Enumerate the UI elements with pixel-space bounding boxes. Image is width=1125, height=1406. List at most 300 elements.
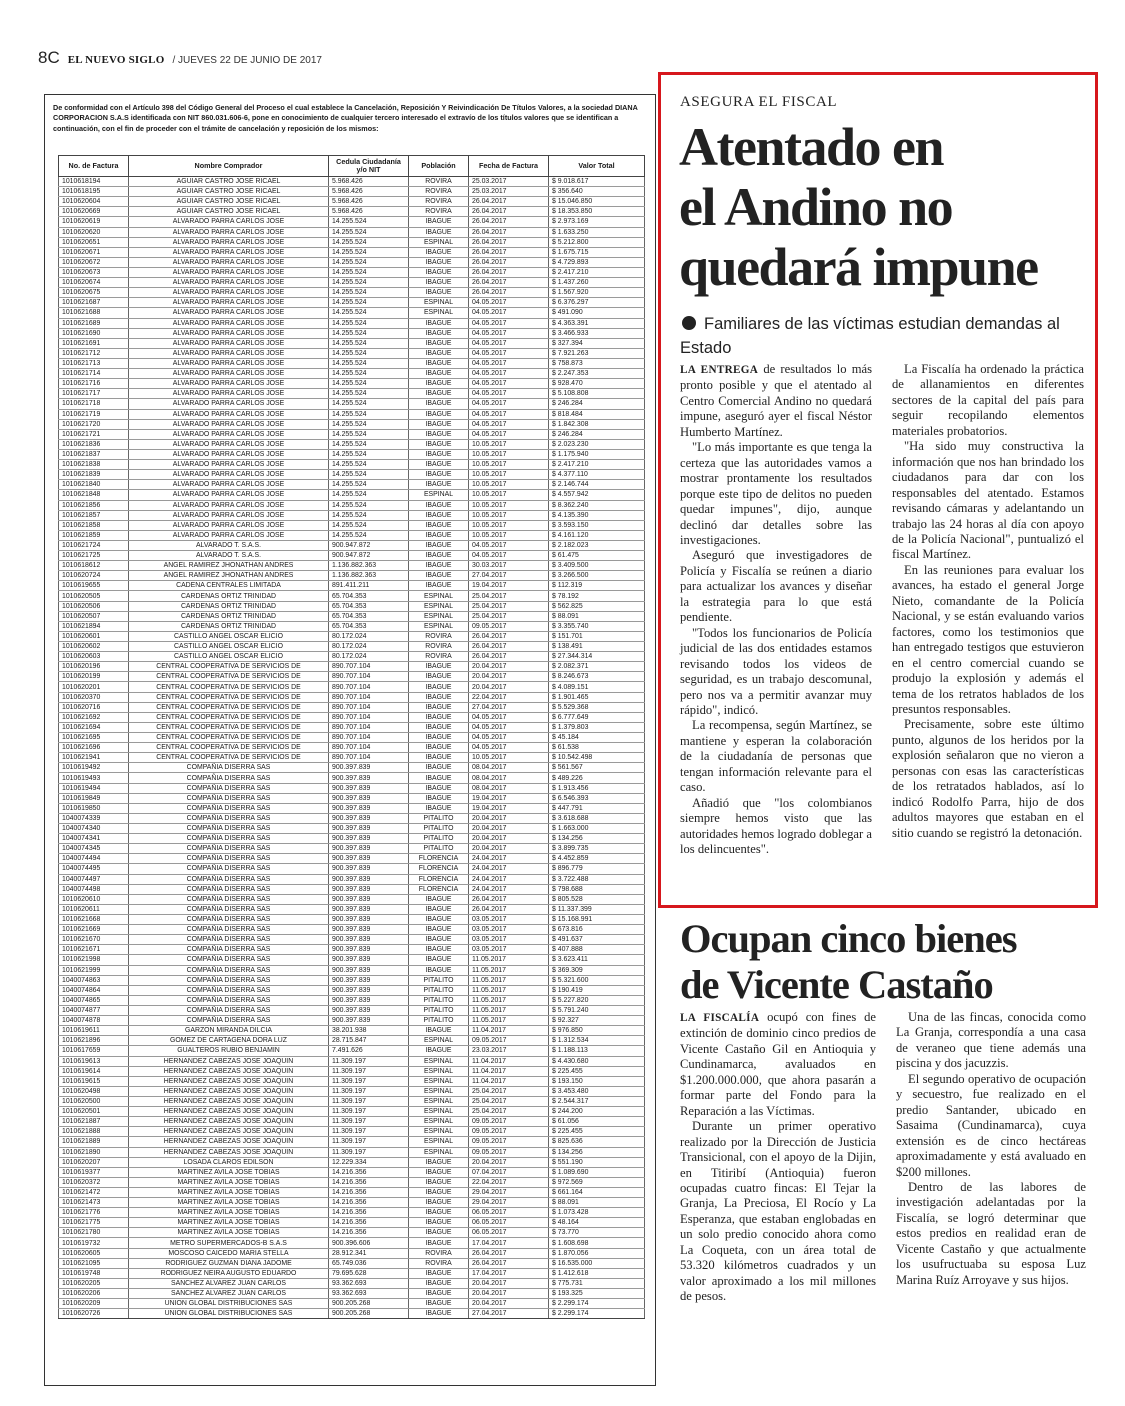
table-cell: IBAGUE	[409, 429, 469, 439]
table-row	[59, 379, 645, 389]
table-cell: 14.255.524	[329, 449, 409, 459]
table-cell: 890.707.104	[329, 712, 409, 722]
table-cell: $ 5.791.240	[549, 1005, 645, 1015]
invoice-table-body	[59, 177, 645, 1319]
table-cell: 04.05.2017	[469, 318, 549, 328]
table-row	[59, 1117, 645, 1127]
table-cell: 04.05.2017	[469, 399, 549, 409]
table-cell: 900.947.872	[329, 540, 409, 550]
table-cell: IBAGUE	[409, 945, 469, 955]
table-cell: 1010621999	[59, 965, 129, 975]
table-cell: $ 3.453.480	[549, 1086, 645, 1096]
table-cell: IBAGUE	[409, 662, 469, 672]
table-cell: $ 88.091	[549, 1198, 645, 1208]
table-cell: IBAGUE	[409, 399, 469, 409]
table-cell: $ 15.046.850	[549, 197, 645, 207]
table-cell: PITALITO	[409, 975, 469, 985]
table-cell: 900.397.839	[329, 914, 409, 924]
table-cell: 24.04.2017	[469, 874, 549, 884]
table-cell: 900.397.839	[329, 965, 409, 975]
table-cell: 24.04.2017	[469, 884, 549, 894]
table-row	[59, 267, 645, 277]
table-cell: 03.05.2017	[469, 935, 549, 945]
article2-paragraph: Dentro de las labores de investigación adelantadas por la Fiscalía, se logró determinar que estos predios en realidad eran de Vicente Castaño y que actualmente los usufructuaba su esposa Luz Marina Ruíz Arroyave y sus hijos.	[896, 1179, 1086, 1287]
table-cell: 20.04.2017	[469, 834, 549, 844]
table-cell: 1010621696	[59, 743, 129, 753]
table-row	[59, 1299, 645, 1309]
table-cell: IBAGUE	[409, 965, 469, 975]
table-row	[59, 177, 645, 187]
table-cell: 25.04.2017	[469, 591, 549, 601]
article1-column-2	[892, 362, 1084, 841]
table-row	[59, 813, 645, 823]
table-row	[59, 409, 645, 419]
table-cell: $ 4.452.859	[549, 854, 645, 864]
table-cell: COMPAÑIA DISERRA SAS	[129, 995, 329, 1005]
table-cell: ESPINAL	[409, 1086, 469, 1096]
table-row	[59, 237, 645, 247]
table-cell: $ 2.417.210	[549, 460, 645, 470]
article1-paragraph: "Todos los funcionarios de Policía judicial de las dos entidades estamos revisando todos los videos de seguridad, es un trabajo descomunal, pero nos va a permitir avanzar muy rápido", indicó.	[680, 625, 872, 717]
table-cell: ALVARADO PARRA CARLOS JOSE	[129, 409, 329, 419]
table-cell: ALVARADO PARRA CARLOS JOSE	[129, 449, 329, 459]
table-cell: 11.04.2017	[469, 1056, 549, 1066]
table-cell: IBAGUE	[409, 419, 469, 429]
table-cell: 93.362.693	[329, 1278, 409, 1288]
table-cell: IBAGUE	[409, 682, 469, 692]
table-cell: IBAGUE	[409, 1218, 469, 1228]
table-cell: 1010620726	[59, 1309, 129, 1319]
table-cell: 25.04.2017	[469, 1107, 549, 1117]
table-cell: 65.704.353	[329, 591, 409, 601]
table-cell: ALVARADO PARRA CARLOS JOSE	[129, 358, 329, 368]
table-row	[59, 490, 645, 500]
invoice-table	[58, 155, 645, 1319]
table-cell: IBAGUE	[409, 267, 469, 277]
table-cell: ALVARADO PARRA CARLOS JOSE	[129, 247, 329, 257]
table-cell: $ 134.256	[549, 1147, 645, 1157]
table-cell: $ 244.200	[549, 1107, 645, 1117]
table-cell: IBAGUE	[409, 389, 469, 399]
table-row	[59, 955, 645, 965]
table-cell: 1010621889	[59, 1137, 129, 1147]
table-cell: 1040074494	[59, 854, 129, 864]
table-cell: 04.05.2017	[469, 328, 549, 338]
table-cell: 11.309.197	[329, 1076, 409, 1086]
table-row	[59, 1289, 645, 1299]
table-row	[59, 561, 645, 571]
table-cell: 28.912.341	[329, 1248, 409, 1258]
table-cell: $ 491.637	[549, 935, 645, 945]
table-row	[59, 540, 645, 550]
table-cell: 14.255.524	[329, 369, 409, 379]
table-cell: 1010620673	[59, 267, 129, 277]
table-cell: $ 673.816	[549, 925, 645, 935]
table-cell: 07.04.2017	[469, 1167, 549, 1177]
table-cell: 1040074877	[59, 1005, 129, 1015]
table-cell: 11.309.197	[329, 1086, 409, 1096]
table-cell: $ 1.379.803	[549, 722, 645, 732]
table-cell: 1040074864	[59, 985, 129, 995]
table-cell: 20.04.2017	[469, 1278, 549, 1288]
table-cell: 1010620605	[59, 1248, 129, 1258]
table-cell: $ 6.376.297	[549, 298, 645, 308]
table-cell: $ 78.192	[549, 591, 645, 601]
table-cell: 1040074339	[59, 813, 129, 823]
table-cell: 10.05.2017	[469, 449, 549, 459]
table-cell: 890.707.104	[329, 702, 409, 712]
table-cell: 14.255.524	[329, 308, 409, 318]
table-cell: ALVARADO PARRA CARLOS JOSE	[129, 318, 329, 328]
table-row	[59, 247, 645, 257]
table-cell: $ 225.455	[549, 1066, 645, 1076]
table-row	[59, 369, 645, 379]
table-cell: $ 4.557.942	[549, 490, 645, 500]
table-cell: 19.04.2017	[469, 803, 549, 813]
table-cell: IBAGUE	[409, 369, 469, 379]
table-cell: IBAGUE	[409, 460, 469, 470]
table-cell: $ 489.226	[549, 773, 645, 783]
table-cell: 900.397.839	[329, 1016, 409, 1026]
table-cell: 19.04.2017	[469, 793, 549, 803]
table-cell: $ 805.528	[549, 894, 645, 904]
table-cell: $ 4.135.390	[549, 510, 645, 520]
table-cell: ESPINAL	[409, 1076, 469, 1086]
table-cell: 1.136.882.363	[329, 571, 409, 581]
table-cell: $ 1.901.465	[549, 692, 645, 702]
table-cell: 1010621688	[59, 308, 129, 318]
table-row	[59, 1016, 645, 1026]
table-cell: IBAGUE	[409, 530, 469, 540]
table-cell: 1010621718	[59, 399, 129, 409]
table-cell: IBAGUE	[409, 793, 469, 803]
table-cell: 1010619377	[59, 1167, 129, 1177]
table-row	[59, 733, 645, 743]
table-cell: 1010621473	[59, 1198, 129, 1208]
table-cell: 1010621669	[59, 925, 129, 935]
table-cell: ALVARADO PARRA CARLOS JOSE	[129, 227, 329, 237]
table-row	[59, 429, 645, 439]
table-cell: 20.04.2017	[469, 1299, 549, 1309]
table-cell: 11.05.2017	[469, 975, 549, 985]
table-cell: IBAGUE	[409, 712, 469, 722]
table-row	[59, 439, 645, 449]
table-cell: IBAGUE	[409, 551, 469, 561]
table-cell: 900.205.268	[329, 1299, 409, 1309]
table-cell: 1010621472	[59, 1187, 129, 1197]
table-cell: $ 1.437.260	[549, 278, 645, 288]
table-cell: $ 1.188.113	[549, 1046, 645, 1056]
article1-subhead: Familiares de las víctimas estudian demandas al Estado	[680, 315, 1060, 357]
col-invoice-date: Fecha de Factura	[469, 156, 549, 177]
table-cell: 1010619494	[59, 783, 129, 793]
table-cell: ROVIRA	[409, 642, 469, 652]
table-cell: COMPAÑIA DISERRA SAS	[129, 844, 329, 854]
table-cell: IBAGUE	[409, 1198, 469, 1208]
table-cell: 900.397.839	[329, 813, 409, 823]
table-cell: GUALTEROS RUBIO BENJAMIN	[129, 1046, 329, 1056]
table-row	[59, 864, 645, 874]
table-cell: AGUIAR CASTRO JOSE RICAEL	[129, 177, 329, 187]
table-cell: 14.255.524	[329, 318, 409, 328]
table-cell: 890.707.104	[329, 662, 409, 672]
invoice-table-header	[59, 156, 645, 177]
table-cell: IBAGUE	[409, 1177, 469, 1187]
table-cell: 65.749.036	[329, 1258, 409, 1268]
table-cell: CASTILLO ANGEL OSCAR ELICIO	[129, 631, 329, 641]
table-cell: 1010620206	[59, 1289, 129, 1299]
table-cell: 1010621717	[59, 389, 129, 399]
table-cell: GOMEZ DE CARTAGENA DORA LUZ	[129, 1036, 329, 1046]
table-cell: 900.397.839	[329, 884, 409, 894]
table-cell: 1010620672	[59, 257, 129, 267]
table-cell: 06.05.2017	[469, 1208, 549, 1218]
table-cell: 900.397.839	[329, 793, 409, 803]
table-cell: 900.397.839	[329, 844, 409, 854]
table-cell: 1010619615	[59, 1076, 129, 1086]
table-row	[59, 925, 645, 935]
table-cell: 14.216.356	[329, 1177, 409, 1187]
table-cell: IBAGUE	[409, 338, 469, 348]
article1-paragraph: LA ENTREGA de resultados lo más pronto posible y que el atentado al Centro Comercial Andino no quedará impune, aseguró ayer el fiscal Néstor Humberto Martínez.	[680, 362, 872, 439]
table-cell: 03.05.2017	[469, 914, 549, 924]
table-cell: 04.05.2017	[469, 722, 549, 732]
table-cell: CASTILLO ANGEL OSCAR ELICIO	[129, 642, 329, 652]
table-cell: $ 562.825	[549, 601, 645, 611]
table-cell: COMPAÑIA DISERRA SAS	[129, 854, 329, 864]
article2-column-1	[680, 1010, 876, 1305]
table-cell: 04.05.2017	[469, 379, 549, 389]
table-cell: 14.255.524	[329, 460, 409, 470]
table-cell: PITALITO	[409, 985, 469, 995]
table-cell: $ 825.636	[549, 1137, 645, 1147]
table-cell: IBAGUE	[409, 1157, 469, 1167]
table-cell: ALVARADO PARRA CARLOS JOSE	[129, 460, 329, 470]
table-cell: 09.05.2017	[469, 1127, 549, 1137]
table-row	[59, 399, 645, 409]
table-cell: $ 92.327	[549, 1016, 645, 1026]
table-cell: 1010620501	[59, 1107, 129, 1117]
table-cell: 14.255.524	[329, 470, 409, 480]
table-cell: 22.04.2017	[469, 1177, 549, 1187]
table-row	[59, 935, 645, 945]
table-cell: LOSADA CLAROS EDILSON	[129, 1157, 329, 1167]
table-cell: 26.04.2017	[469, 227, 549, 237]
table-cell: $ 73.770	[549, 1228, 645, 1238]
table-cell: 900.397.839	[329, 995, 409, 1005]
table-cell: IBAGUE	[409, 217, 469, 227]
table-cell: 11.05.2017	[469, 1016, 549, 1026]
table-cell: RODRIGUEZ NEIRA AUGUSTO EDUARDO	[129, 1268, 329, 1278]
table-row	[59, 1218, 645, 1228]
table-row	[59, 1127, 645, 1137]
table-cell: $ 15.168.991	[549, 914, 645, 924]
table-cell: HERNANDEZ CABEZAS JOSE JOAQUIN	[129, 1056, 329, 1066]
table-cell: COMPAÑIA DISERRA SAS	[129, 965, 329, 975]
table-row	[59, 520, 645, 530]
table-cell: $ 45.184	[549, 733, 645, 743]
table-row	[59, 318, 645, 328]
table-cell: 1010621719	[59, 409, 129, 419]
table-cell: IBAGUE	[409, 914, 469, 924]
table-row	[59, 793, 645, 803]
table-cell: 1010621691	[59, 338, 129, 348]
table-cell: IBAGUE	[409, 520, 469, 530]
table-cell: COMPAÑIA DISERRA SAS	[129, 813, 329, 823]
table-cell: 11.05.2017	[469, 1005, 549, 1015]
table-cell: CENTRAL COOPERATIVA DE SERVICIOS DE	[129, 722, 329, 732]
table-cell: COMPAÑIA DISERRA SAS	[129, 884, 329, 894]
article2-paragraph: LA FISCALÍA ocupó con fines de extinción de dominio cinco predios de Vicente Castaño Gil en Antioquia y Cundinamarca, avaluados en $1.200.000.000, que ahora pasarán a formar parte del Fondo para la Reparación a las Víctimas.	[680, 1010, 876, 1118]
table-cell: ALVARADO T. S.A.S.	[129, 540, 329, 550]
table-cell: $ 3.623.411	[549, 955, 645, 965]
table-cell: 890.707.104	[329, 722, 409, 732]
table-cell: 1010620671	[59, 247, 129, 257]
table-cell: 14.255.524	[329, 288, 409, 298]
table-cell: COMPAÑIA DISERRA SAS	[129, 773, 329, 783]
table-cell: 14.216.356	[329, 1187, 409, 1197]
table-cell: COMPAÑIA DISERRA SAS	[129, 803, 329, 813]
table-cell: 900.397.839	[329, 894, 409, 904]
table-row	[59, 591, 645, 601]
table-cell: 1010620620	[59, 227, 129, 237]
table-row	[59, 470, 645, 480]
table-cell: 1040074498	[59, 884, 129, 894]
table-cell: 20.04.2017	[469, 682, 549, 692]
table-cell: 25.04.2017	[469, 1086, 549, 1096]
table-cell: 5.968.426	[329, 177, 409, 187]
table-cell: 900.397.839	[329, 864, 409, 874]
table-cell: ESPINAL	[409, 1127, 469, 1137]
table-cell: ALVARADO PARRA CARLOS JOSE	[129, 520, 329, 530]
table-cell: CARDENAS ORTIZ TRINIDAD	[129, 621, 329, 631]
table-row	[59, 995, 645, 1005]
table-cell: ESPINAL	[409, 611, 469, 621]
table-cell: $ 356.640	[549, 187, 645, 197]
table-cell: $ 818.484	[549, 409, 645, 419]
table-cell: PITALITO	[409, 844, 469, 854]
table-cell: 26.04.2017	[469, 642, 549, 652]
table-row	[59, 1157, 645, 1167]
table-cell: 1010620500	[59, 1096, 129, 1106]
table-cell: $ 798.688	[549, 884, 645, 894]
table-cell: IBAGUE	[409, 925, 469, 935]
table-cell: ESPINAL	[409, 1147, 469, 1157]
table-cell: ALVARADO PARRA CARLOS JOSE	[129, 490, 329, 500]
table-cell: 1010621695	[59, 733, 129, 743]
table-row	[59, 298, 645, 308]
table-row	[59, 844, 645, 854]
table-row	[59, 460, 645, 470]
table-cell: 5.968.426	[329, 197, 409, 207]
table-row	[59, 601, 645, 611]
table-cell: 11.04.2017	[469, 1066, 549, 1076]
table-cell: 1010621712	[59, 348, 129, 358]
table-cell: 11.309.197	[329, 1096, 409, 1106]
table-cell: 04.05.2017	[469, 298, 549, 308]
table-row	[59, 1268, 645, 1278]
table-cell: 5.968.426	[329, 207, 409, 217]
table-cell: IBAGUE	[409, 733, 469, 743]
table-cell: $ 976.850	[549, 1026, 645, 1036]
table-cell: ALVARADO PARRA CARLOS JOSE	[129, 510, 329, 520]
table-row	[59, 803, 645, 813]
table-cell: UNION GLOBAL DISTRIBUCIONES SAS	[129, 1309, 329, 1319]
table-cell: 04.05.2017	[469, 743, 549, 753]
table-cell: CENTRAL COOPERATIVA DE SERVICIOS DE	[129, 712, 329, 722]
table-cell: IBAGUE	[409, 348, 469, 358]
article2-paragraph: Durante un primer operativo realizado por la Dirección de Justicia Transicional, con el apoyo de la Dijin, en Titiribí (Antioquia) fueron ocupadas cuatro fincas: El Tejar la Granja, La Preciosa, El Rocío y La Esperanza, que estaban englobadas en un solo predio conocido ahora como La Coqueta, con un área total de 53.320 kilómetros cuadrados y un valor aproximado a los mil millones de pesos.	[680, 1119, 876, 1304]
page-header	[38, 48, 322, 72]
article2-column-2	[896, 1010, 1086, 1288]
table-cell: $ 138.491	[549, 642, 645, 652]
table-cell: $ 1.312.534	[549, 1036, 645, 1046]
table-cell: HERNANDEZ CABEZAS JOSE JOAQUIN	[129, 1117, 329, 1127]
table-cell: $ 61.538	[549, 743, 645, 753]
table-cell: CADENA CENTRALES LIMITADA	[129, 581, 329, 591]
table-row	[59, 763, 645, 773]
table-cell: 1010621837	[59, 449, 129, 459]
table-cell: 1010620674	[59, 278, 129, 288]
article1-headline: Atentado en el Andino no quedará impune	[679, 117, 1038, 297]
table-cell: 04.05.2017	[469, 712, 549, 722]
table-cell: $ 2.299.174	[549, 1299, 645, 1309]
table-cell: ANGEL RAMIREZ JHONATHAN ANDRES	[129, 571, 329, 581]
table-cell: 09.05.2017	[469, 1137, 549, 1147]
table-cell: CASTILLO ANGEL OSCAR ELICIO	[129, 652, 329, 662]
table-cell: IBAGUE	[409, 1268, 469, 1278]
table-cell: 14.255.524	[329, 389, 409, 399]
table-row	[59, 965, 645, 975]
table-cell: 26.04.2017	[469, 288, 549, 298]
table-cell: $ 327.394	[549, 338, 645, 348]
table-cell: 1010620199	[59, 672, 129, 682]
table-cell: AGUIAR CASTRO JOSE RICAEL	[129, 207, 329, 217]
table-cell: $ 16.535.000	[549, 1258, 645, 1268]
table-row	[59, 328, 645, 338]
table-cell: MARTINEZ AVILA JOSE TOBIAS	[129, 1167, 329, 1177]
table-cell: 26.04.2017	[469, 197, 549, 207]
table-cell: HERNANDEZ CABEZAS JOSE JOAQUIN	[129, 1127, 329, 1137]
table-cell: IBAGUE	[409, 581, 469, 591]
table-cell: HERNANDEZ CABEZAS JOSE JOAQUIN	[129, 1086, 329, 1096]
table-cell: 1010619611	[59, 1026, 129, 1036]
table-cell: 1010620611	[59, 904, 129, 914]
table-cell: 09.05.2017	[469, 1147, 549, 1157]
table-cell: 900.397.839	[329, 854, 409, 864]
table-cell: 04.05.2017	[469, 429, 549, 439]
table-row	[59, 1187, 645, 1197]
table-row	[59, 227, 645, 237]
table-cell: ESPINAL	[409, 1117, 469, 1127]
table-cell: 11.309.197	[329, 1056, 409, 1066]
table-cell: COMPAÑIA DISERRA SAS	[129, 975, 329, 985]
table-cell: ESPINAL	[409, 308, 469, 318]
table-cell: 1010621721	[59, 429, 129, 439]
table-cell: COMPAÑIA DISERRA SAS	[129, 925, 329, 935]
table-cell: IBAGUE	[409, 480, 469, 490]
table-cell: ALVARADO PARRA CARLOS JOSE	[129, 500, 329, 510]
table-cell: CENTRAL COOPERATIVA DE SERVICIOS DE	[129, 662, 329, 672]
table-cell: 900.397.839	[329, 763, 409, 773]
table-cell: 26.04.2017	[469, 631, 549, 641]
table-cell: 900.397.839	[329, 985, 409, 995]
table-cell: ROVIRA	[409, 631, 469, 641]
table-cell: ALVARADO PARRA CARLOS JOSE	[129, 348, 329, 358]
table-cell: $ 2.973.169	[549, 217, 645, 227]
table-cell: 24.04.2017	[469, 864, 549, 874]
table-row	[59, 611, 645, 621]
